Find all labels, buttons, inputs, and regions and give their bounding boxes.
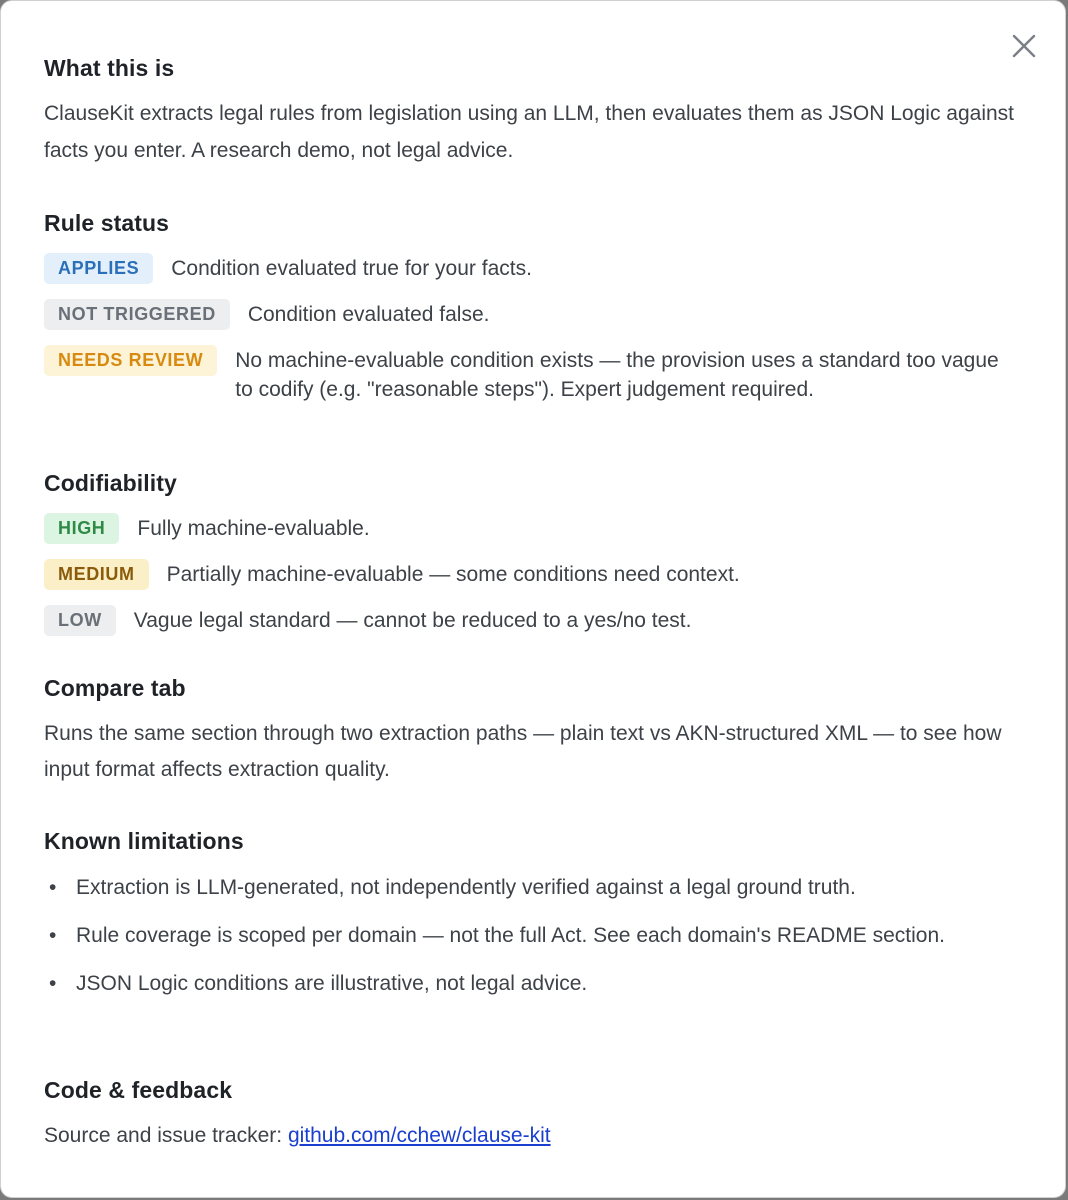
applies-badge: APPLIES bbox=[44, 253, 153, 284]
code-prefix: Source and issue tracker: bbox=[44, 1124, 288, 1147]
low-badge: LOW bbox=[44, 605, 116, 636]
limitations-heading: Known limitations bbox=[44, 828, 244, 854]
compare-heading: Compare tab bbox=[44, 675, 186, 701]
rule-status-not-triggered-row bbox=[44, 299, 1034, 330]
section-limitations bbox=[44, 824, 1034, 1002]
section-code-feedback bbox=[44, 1073, 1034, 1154]
low-text: Vague legal standard — cannot be reduced to a yes/no test. bbox=[133, 609, 692, 632]
github-link[interactable]: github.com/cchew/clause-kit bbox=[287, 1124, 551, 1147]
code-heading: Code & feedback bbox=[44, 1077, 233, 1103]
code-body bbox=[44, 1117, 1034, 1154]
limitation-text: JSON Logic conditions are illustrative, not legal advice. bbox=[76, 972, 588, 995]
needs-review-text: No machine-evaluable condition exists — the provision uses a standard too vague to codify (e.g. "reasonable steps"). Expert judgement required. bbox=[235, 349, 999, 401]
section-codifiability bbox=[44, 466, 1034, 500]
codifiability-heading: Codifiability bbox=[44, 470, 177, 496]
codifiability-high-row bbox=[44, 513, 1034, 544]
applies-text: Condition evaluated true for your facts. bbox=[171, 257, 532, 280]
what-heading: What this is bbox=[44, 55, 175, 81]
medium-badge: MEDIUM bbox=[44, 559, 149, 590]
compare-body: Runs the same section through two extraction paths — plain text vs AKN-structured XML — to see how input format affects extraction quality. bbox=[44, 722, 1002, 781]
limitation-text: Rule coverage is scoped per domain — not the full Act. See each domain's README section. bbox=[76, 924, 945, 947]
list-item bbox=[44, 917, 984, 954]
limitation-text: Extraction is LLM-generated, not independently verified against a legal ground truth. bbox=[76, 876, 856, 899]
bullet-icon: • bbox=[49, 876, 57, 899]
codifiability-medium-row bbox=[44, 559, 1034, 590]
not-triggered-text: Condition evaluated false. bbox=[247, 303, 490, 326]
section-what bbox=[44, 51, 1034, 169]
bullet-icon: • bbox=[49, 972, 57, 995]
medium-text: Partially machine-evaluable — some conditions need context. bbox=[166, 563, 740, 586]
bullet-icon: • bbox=[49, 924, 57, 947]
what-body: ClauseKit extracts legal rules from legislation using an LLM, then evaluates them as JSON Logic against facts you enter. A research demo, not legal advice. bbox=[44, 102, 1014, 162]
rule-status-applies-row bbox=[44, 253, 1034, 284]
limitations-list bbox=[44, 869, 984, 1002]
list-item bbox=[44, 869, 984, 906]
high-text: Fully machine-evaluable. bbox=[137, 517, 370, 540]
section-compare bbox=[44, 671, 1034, 788]
codifiability-low-row bbox=[44, 605, 1034, 636]
rule-status-needs-review-row bbox=[44, 345, 1034, 404]
rule-status-heading: Rule status bbox=[44, 210, 170, 236]
needs-review-badge: NEEDS REVIEW bbox=[44, 345, 217, 376]
not-triggered-badge: NOT TRIGGERED bbox=[44, 299, 230, 330]
high-badge: HIGH bbox=[44, 513, 119, 544]
list-item bbox=[44, 965, 984, 1002]
section-rule-status bbox=[44, 206, 1034, 240]
